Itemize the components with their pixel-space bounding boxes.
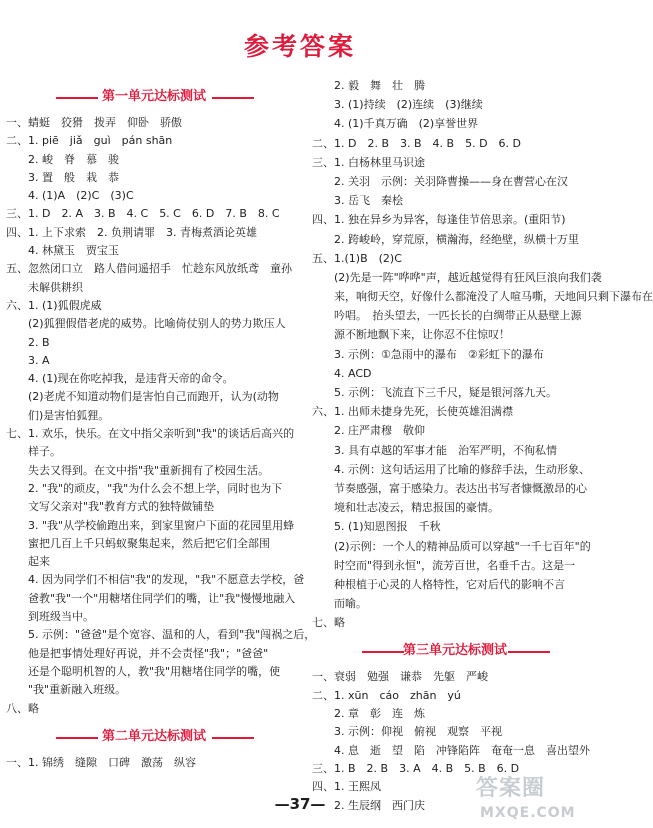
answer-line: 5. 示例："爸爸"是个宽容、温和的人，看到"我"闯祸之后，	[6, 628, 316, 642]
answer-line: 样子。	[6, 445, 61, 459]
answer-line: 文写父亲对"我"教育方式的独特做铺垫	[6, 500, 215, 514]
page-number: —37—	[274, 795, 326, 813]
answer-line: 节奏感强，富于感染力。表达出书写者慷慨激昂的心	[312, 481, 587, 495]
answer-line: 来，响彻天空，好像什么都淹没了人喧马嘶，天地间只剩下瀑布在	[312, 290, 653, 304]
answer-line: 还是个聪明机智的人，教"我"用糖堵住同学的嘴，使	[6, 664, 281, 678]
answer-line: 七、略	[312, 616, 345, 630]
answer-line: 2. 峻 脊 慕 骏	[6, 152, 119, 166]
answer-line: 五、1.(1)B (2)C	[312, 251, 402, 265]
answer-line: 3. 示例：①急雨中的瀑布 ②彩虹下的瀑布	[312, 347, 544, 361]
answer-line: 4. (1)千真万确 (2)享誉世界	[312, 117, 479, 131]
page-title: 参考答案	[243, 32, 356, 61]
answer-line: 到班级当中。	[6, 610, 94, 624]
answer-line: 2. 毅 舞 壮 腾	[312, 79, 425, 92]
answer-line: 4. (1)A (2)C (3)C	[6, 189, 134, 203]
answer-line: 3. (1)持续 (2)连续 (3)继续	[312, 98, 483, 112]
answer-line: 七、1. 欢乐，快乐。在文中指父亲听到"我"的谈话后高兴的	[6, 427, 295, 441]
section-heading-unit3	[312, 640, 598, 664]
answer-line: 3. 示例：仰视 俯视 观察 平视	[312, 725, 502, 739]
answer-line: 2. 章 彰 连 炼	[312, 707, 425, 721]
answer-line: 种根植于心灵的人格特性，它对后代的影响不言	[312, 577, 565, 591]
answer-line: "我"重新融入班级。	[6, 683, 127, 697]
answer-line: 4. ACD	[312, 366, 372, 380]
answer-line: 4. 林黛玉 贾宝玉	[6, 244, 119, 258]
answer-line: 3. 置 般 栽 恭	[6, 170, 119, 184]
answer-line: 二、1. D 2. B 3. B 4. B 5. D 6. D	[312, 136, 521, 150]
answer-line: 六、1. (1)狐假虎威	[6, 298, 102, 312]
answer-line: 三、1. D 2. A 3. B 4. C 5. C 6. D 7. B 8. C	[6, 207, 280, 221]
section-heading-unit2	[6, 726, 302, 750]
unit2-answer-lines	[6, 754, 302, 772]
answer-line: (2)先是一阵"哗哗"声，越近越觉得有狂风巨浪向我们袭	[312, 270, 602, 284]
section-title: 第一单元达标测试	[101, 89, 206, 104]
answer-line: (2)示例：一个人的精神品质可以穿越"一千七百年"的	[312, 539, 591, 553]
answer-line: 一、蜻蜓 狡猾 拨弄 仰卧 骄傲	[6, 116, 182, 129]
answer-line: (2)狐狸假借老虎的威势。比喻倚仗别人的势力欺压人	[6, 317, 286, 331]
answer-line: 四、1. 王熙凤	[312, 780, 381, 794]
answer-line: 三、1. 白杨林里马识途	[312, 155, 425, 169]
answer-line: 八、略	[6, 701, 39, 715]
answer-line: 起来	[6, 555, 50, 569]
answer-line: 二、1. piē jiǎ guì pán shān	[6, 134, 173, 148]
answer-line: 二、1. xūn cáo zhān yú	[312, 688, 461, 702]
answer-line: 五、忽然闭口立 路人借问遥招手 忙趁东风放纸鸢 童孙	[6, 262, 292, 276]
answer-line: 3. 具有卓越的军事才能 治军严明，不徇私情	[312, 443, 557, 457]
answer-line: 们)是害怕狐狸。	[6, 408, 110, 422]
answer-line: 3. A	[6, 353, 50, 367]
answer-line: 4. 示例：这句话运用了比喻的修辞手法，生动形象、	[312, 462, 590, 476]
watermark	[476, 778, 596, 824]
answer-line: 吟唱。 抬头望去，一匹长长的白绸带正从悬壁上源	[312, 309, 582, 323]
section-heading-unit1	[6, 86, 302, 110]
answer-line: 2. "我"的顽皮，"我"为什么会不想上学，同时也为下	[6, 481, 283, 495]
answer-line: 2. 跨峻岭，穿荒原，横瀚海，经绝壁，纵横十万里	[312, 232, 579, 246]
answer-line: 而喻。	[312, 597, 367, 611]
answer-line: 三、1. B 2. B 3. A 4. B 5. B 6. D	[312, 761, 520, 775]
section-title: 第二单元达标测试	[101, 728, 206, 744]
unit1-answer-lines	[6, 114, 316, 718]
answer-line: 4. (1)现在你吃掉我，是违背天帝的命令。	[6, 372, 234, 386]
answer-line: 5. 示例：飞流直下三千尺，疑是银河落九天。	[312, 386, 557, 399]
answer-line: 未解供耕织	[6, 280, 83, 294]
unit2-continued-lines	[312, 76, 653, 632]
answer-line: 四、1. 上下求索 2. 负荆请罪 3. 青梅煮酒论英雄	[6, 225, 257, 239]
answer-line: 四、1. 独在异乡为异客，每逢佳节倍思亲。(重阳节)	[312, 213, 566, 227]
answer-line: 2. B	[6, 335, 50, 349]
left-column	[6, 86, 316, 772]
answer-line: 5. (1)知恩图报 千秋	[312, 520, 441, 534]
answer-line: 2. 庄严肃穆 敬仰	[312, 424, 425, 438]
answer-line: 时空而"得到永恒"，流芳百世，名垂千古。这是一	[312, 558, 576, 572]
answer-line: 2. 关羽 示例：关羽降曹操——身在曹营心在汉	[312, 174, 568, 188]
answer-line: 3. 岳飞 秦桧	[312, 194, 403, 208]
answer-line: 4. 息 逝 望 陷 冲锋陷阵 奄奄一息 喜出望外	[312, 743, 590, 757]
answer-line: 4. 因为同学们不相信"我"的发现，"我"不愿意去学校，爸	[6, 573, 305, 587]
answer-line: (2)老虎不知道动物们是害怕自己而跑开，认为(动物	[6, 390, 279, 404]
answer-line: 2. 生辰纲 西门庆	[312, 798, 425, 812]
answer-line: 失去又得到。在文中指"我"重新拥有了校园生活。	[6, 463, 270, 477]
right-column	[312, 76, 653, 815]
answer-line: 六、1. 出师未捷身先死，长使英雄泪满襟	[312, 405, 513, 419]
section-title: 第三单元达标测试	[402, 643, 507, 659]
answer-line: 蜜把几百上千只蚂蚁聚集起来，然后把它们全部围	[6, 536, 270, 550]
watermark-logo: 答案圈	[476, 776, 546, 801]
answer-line: 他是把事情处理好再说，并不会责怪"我"；"爸爸"	[6, 646, 269, 660]
watermark-url: MXQE.COM	[480, 805, 576, 821]
answer-line: 一、1. 锦绣 缝隙 口碑 激荡 纵容	[6, 755, 196, 769]
page-title-wrap	[0, 34, 600, 59]
answer-line: 境和壮志凌云，精忠报国的豪情。	[312, 501, 499, 515]
answer-line: 一、衰弱 勉强 谦恭 先躯 严峻	[312, 670, 488, 684]
answer-line: 源不断地飘下来，让你忍不住惊叹！	[312, 328, 510, 342]
answer-line: 3. "我"从学校偷跑出来，到家里窗户下面的花园里用蜂	[6, 518, 295, 532]
answer-line: 爸教"我"一个"用糖堵住同学们的嘴，让"我"慢慢地融入	[6, 591, 296, 605]
